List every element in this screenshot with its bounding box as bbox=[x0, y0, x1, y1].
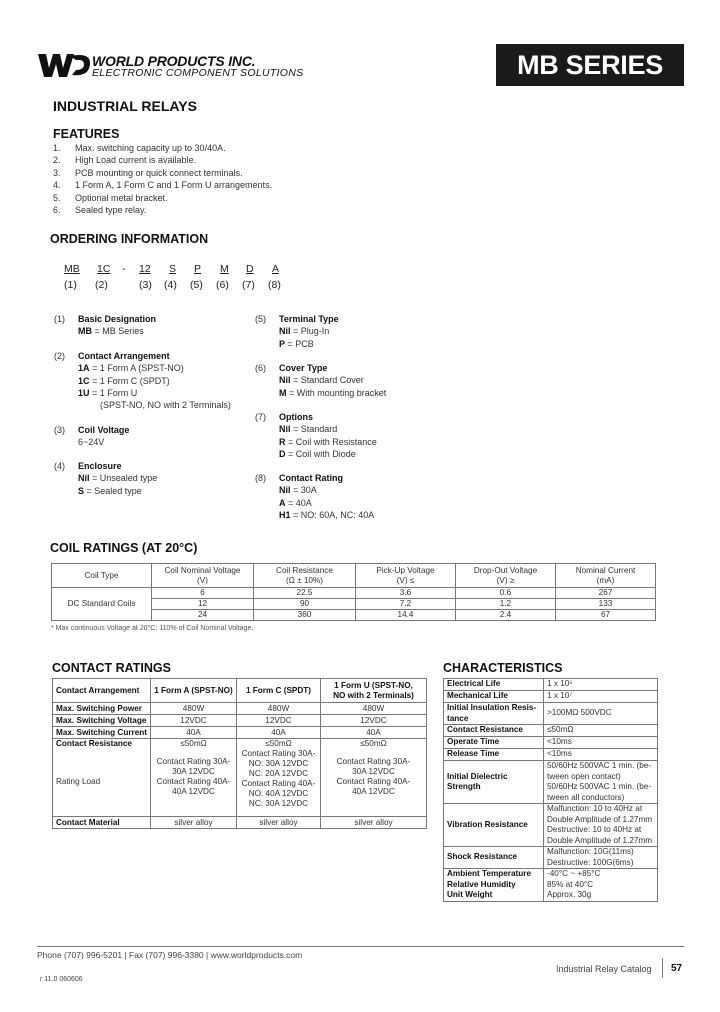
order-code bbox=[0, 263, 720, 277]
list-item: 3. PCB mounting or quick connect terminals. bbox=[53, 167, 243, 178]
option-cover-type: (6) Cover Type Nil = Standard Cover M = With mounting bracket bbox=[255, 363, 387, 398]
table-row: Release Time <10ms bbox=[444, 749, 658, 761]
position-label: (2) bbox=[95, 279, 108, 291]
table-row: Shock Resistance Malfunction: 10G(11ms) Destructive: 100G(6ms) bbox=[444, 847, 658, 869]
code-part: P bbox=[194, 263, 202, 275]
code-part: MB bbox=[64, 263, 80, 275]
coil-type-cell: DC Standard Coils bbox=[52, 588, 152, 621]
position-label: (4) bbox=[164, 279, 177, 291]
code-part: A bbox=[272, 263, 280, 275]
position-label: (6) bbox=[216, 279, 229, 291]
table-row: Initial Insulation Resis- tance >100MΩ 500VDC bbox=[444, 703, 658, 725]
table-row bbox=[53, 739, 427, 817]
coil-note: * Max continuous Voltage at 20°C: 110% of Coil Nominal Voltage. bbox=[51, 625, 254, 632]
table-row: Max. Switching Power 480W 480W 480W bbox=[53, 703, 427, 715]
table-row: 24 360 14.4 2.4 67 bbox=[52, 610, 656, 621]
list-item: 6. Sealed type relay. bbox=[53, 205, 147, 216]
features-heading: FEATURES bbox=[53, 127, 120, 141]
rating-cell: ≤50mΩ Contact Rating 30A- 30A 12VDC Contact Rating 40A- 40A 12VDC bbox=[151, 739, 237, 817]
code-part: D bbox=[246, 263, 254, 275]
footer-contact: Phone (707) 996-5201 | Fax (707) 996-3380 | www.worldproducts.com bbox=[37, 950, 303, 960]
ordering-heading: ORDERING INFORMATION bbox=[50, 232, 209, 246]
code-part: 12 bbox=[139, 263, 151, 275]
position-label: (5) bbox=[190, 279, 203, 291]
option-basic-designation: (1) Basic Designation MB = MB Series bbox=[54, 314, 157, 337]
rating-labels-cell: Contact Resistance Rating Load bbox=[53, 739, 151, 817]
coil-table bbox=[51, 563, 656, 621]
coil-heading: COIL RATINGS (AT 20°C) bbox=[50, 541, 198, 555]
table-row: DC Standard Coils 6 22.5 3.6 0.6 267 bbox=[52, 588, 656, 599]
col-header: Coil Resistance (Ω ± 10%) bbox=[254, 564, 356, 588]
option-contact-rating: (8) Contact Rating Nil = 30A A = 40A H1 = NO: 60A, NC: 40A bbox=[255, 473, 375, 520]
rating-cell: ≤50mΩ Contact Rating 30A- NO: 30A 12VDC NC: 20A 12VDC Contact Rating 40A- NO: 40A 12VDC NC: 30A 12VDC bbox=[237, 739, 321, 817]
position-label: (1) bbox=[64, 279, 77, 291]
col-header: Contact Arrangement bbox=[53, 679, 151, 703]
list-item: 1. Max. switching capacity up to 30/40A. bbox=[53, 143, 226, 153]
table-row: Operate Time <10ms bbox=[444, 737, 658, 749]
option-enclosure: (4) Enclosure Nil = Unsealed type S = Sealed type bbox=[54, 461, 158, 496]
table-row: Max. Switching Current 40A 40A 40A bbox=[53, 727, 427, 739]
list-item: 4. 1 Form A, 1 Form C and 1 Form U arrangements. bbox=[53, 180, 273, 191]
position-label: (3) bbox=[139, 279, 152, 291]
contact-heading: CONTACT RATINGS bbox=[52, 661, 171, 675]
company-logo bbox=[36, 50, 92, 80]
code-separator: - bbox=[122, 263, 126, 275]
revision: r 11.0 060606 bbox=[40, 976, 83, 983]
footer-divider bbox=[37, 946, 684, 947]
col-header: Pick-Up Voltage (V) ≤ bbox=[356, 564, 456, 588]
col-header: Coil Nominal Voltage (V) bbox=[152, 564, 254, 588]
table-row: Vibration Resistance Malfunction: 10 to 40Hz at Double Amplitude of 1.27mm Destructive: 10 to 40Hz at Double Amplitude of 1.27mm bbox=[444, 804, 658, 847]
series-badge: MB SERIES bbox=[496, 44, 684, 86]
option-terminal-type: (5) Terminal Type Nil = Plug-In P = PCB bbox=[255, 314, 339, 349]
list-item: 5. Optional metal bracket. bbox=[53, 192, 168, 203]
table-row: Contact Resistance ≤50mΩ bbox=[444, 725, 658, 737]
table-row: Ambient Temperature Relative Humidity Unit Weight -40°C ~ +85°C 85% at 40°C Approx. 30g bbox=[444, 869, 658, 902]
table-row: Electrical Life 1 x 10⁵ bbox=[444, 679, 658, 691]
code-part: S bbox=[169, 263, 177, 275]
table-row: 12 90 7.2 1.2 133 bbox=[52, 599, 656, 610]
company-name: WORLD PRODUCTS INC. bbox=[92, 53, 256, 69]
features-list bbox=[53, 142, 272, 216]
page-title: INDUSTRIAL RELAYS bbox=[53, 98, 197, 114]
col-header: 1 Form C (SPDT) bbox=[237, 679, 321, 703]
code-part: 1C bbox=[97, 263, 111, 275]
option-coil-voltage: (3) Coil Voltage 6~24V bbox=[54, 425, 130, 448]
list-item: 2. High Load current is available. bbox=[53, 155, 197, 166]
position-label: (7) bbox=[242, 279, 255, 291]
page-number: 57 bbox=[671, 963, 683, 974]
option-options: (7) Options Nil = Standard R = Coil with Resistance D = Coil with Diode bbox=[255, 412, 377, 459]
table-header-row bbox=[52, 564, 656, 588]
company-tagline: ELECTRONIC COMPONENT SOLUTIONS bbox=[92, 67, 304, 79]
rating-cell: ≤50mΩ Contact Rating 30A- 30A 12VDC Contact Rating 40A- 40A 12VDC bbox=[321, 739, 427, 817]
table-row: Mechanical Life 1 x 10⁷ bbox=[444, 691, 658, 703]
characteristics-table bbox=[443, 678, 658, 902]
col-header: Coil Type bbox=[52, 564, 152, 588]
option-contact-arrangement: (2) Contact Arrangement 1A = 1 Form A (SPST-NO) 1C = 1 Form C (SPDT) 1U = 1 Form U (SPST-NO, NO with 2 Terminals) bbox=[54, 351, 231, 411]
contact-table bbox=[52, 678, 427, 829]
order-positions bbox=[0, 279, 720, 293]
table-row: Initial Dielectric Strength 50/60Hz 500VAC 1 min. (be- tween open contact) 50/60Hz 500VAC 1 min. (be- tween all conductors) bbox=[444, 761, 658, 804]
table-header-row bbox=[53, 679, 427, 703]
col-header: 1 Form U (SPST-NO, NO with 2 Terminals) bbox=[321, 679, 427, 703]
col-header: 1 Form A (SPST-NO) bbox=[151, 679, 237, 703]
characteristics-heading: CHARACTERISTICS bbox=[443, 661, 563, 675]
footer-catalog: Industrial Relay Catalog bbox=[556, 964, 652, 974]
col-header: Nominal Current (mA) bbox=[556, 564, 656, 588]
table-row: Max. Switching Voltage 12VDC 12VDC 12VDC bbox=[53, 715, 427, 727]
code-part: M bbox=[220, 263, 229, 275]
position-label: (8) bbox=[268, 279, 281, 291]
table-row: Contact Material silver alloy silver alloy silver alloy bbox=[53, 817, 427, 829]
col-header: Drop-Out Voltage (V) ≥ bbox=[456, 564, 556, 588]
footer-separator bbox=[662, 958, 663, 978]
